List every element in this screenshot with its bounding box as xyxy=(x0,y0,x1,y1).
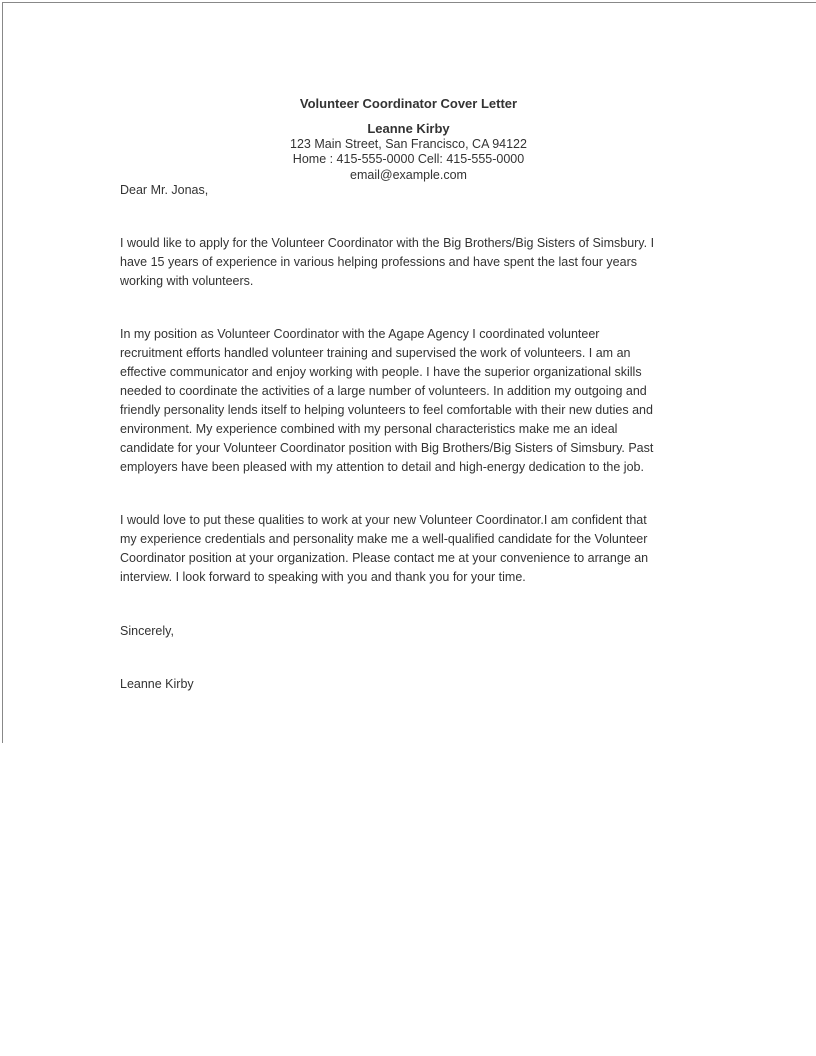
body-paragraph-2 xyxy=(120,325,760,477)
sender-address: 123 Main Street, San Francisco, CA 94122 xyxy=(290,136,527,151)
letter-title: Volunteer Coordinator Cover Letter xyxy=(299,96,518,111)
page-border-top xyxy=(2,2,816,3)
signature-name: Leanne Kirby xyxy=(120,677,194,691)
paragraph-line: effective communicator and enjoy working with people. I have the superior organizational skills xyxy=(120,365,642,379)
salutation: Dear Mr. Jonas, xyxy=(120,183,209,197)
sender-name: Leanne Kirby xyxy=(367,121,450,136)
paragraph-line: friendly personality lends itself to helping volunteers to feel comfortable with their new duties and xyxy=(120,403,653,417)
paragraph-line: interview. I look forward to speaking with you and thank you for your time. xyxy=(120,570,526,584)
sender-phone-line: Home : 415-555-0000 Cell: 415-555-0000 xyxy=(292,152,525,166)
paragraph-line: have 15 years of experience in various helping professions and have spent the last four years xyxy=(120,255,637,269)
paragraph-line: Coordinator position at your organization. Please contact me at your convenience to arrange an xyxy=(120,551,649,565)
sender-contact-block xyxy=(120,121,697,183)
paragraph-line: In my position as Volunteer Coordinator with the Agape Agency I coordinated volunteer xyxy=(120,327,600,341)
page-border-left xyxy=(2,2,3,743)
closing-valediction: Sincerely, xyxy=(120,624,174,638)
body-paragraph-3 xyxy=(120,511,760,587)
body-paragraph-1 xyxy=(120,234,760,291)
paragraph-line: working with volunteers. xyxy=(120,274,254,288)
paragraph-line: my experience credentials and personality make me a well-qualified candidate for the Volunteer xyxy=(120,532,648,546)
paragraph-line: I would like to apply for the Volunteer Coordinator with the Big Brothers/Big Sisters of Simsbury. I xyxy=(120,236,655,250)
paragraph-line: I would love to put these qualities to work at your new Volunteer Coordinator.I am confident that xyxy=(120,513,647,527)
paragraph-line: candidate for your Volunteer Coordinator position with Big Brothers/Big Sisters of Simsbury. Past xyxy=(120,441,654,455)
paragraph-line: employers have been pleased with my attention to detail and high-energy dedication to the job. xyxy=(120,460,644,474)
paragraph-line: needed to coordinate the activities of a large number of volunteers. In addition my outgoing and xyxy=(120,384,647,398)
paragraph-line: environment. My experience combined with my personal characteristics make me an ideal xyxy=(120,422,618,436)
sender-email: email@example.com xyxy=(350,167,467,182)
paragraph-line: recruitment efforts handled volunteer training and supervised the work of volunteers. I am an xyxy=(120,346,631,360)
